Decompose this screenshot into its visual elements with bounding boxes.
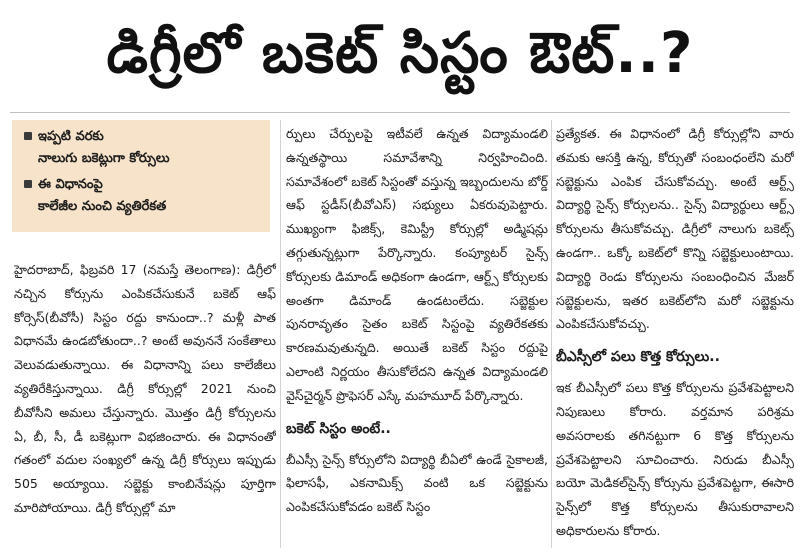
article-column-3 xyxy=(556,122,794,550)
column-2-body-continued: బీఎస్సీ సైన్స్ కోర్సులోని విద్యార్థి బీఏలో ఉండే సైకాలజీ, ఫిలాసఫీ, ఎకనామిక్స్ వంటి ఒక సబ్జెక్టును ఎంపికచేసుకోవడం బకెట్ సిస్టం xyxy=(286,451,548,515)
column-1-body: హైదరాబాద్, ఫిబ్రవరి 17 (నమస్తే తెలంగాణ): డిగ్రీలో నచ్చిన కోర్సును ఎంపికచేసుకునే బకెట్ ఆఫ్ కోర్సెస్(బీవోసీ) సిస్టం రద్దు కానుందా..? మళ్లీ పాత విధానమే ఉండబోతుందా..? అంటే అవుననే సంకేతాలు వెలువడుతున్నాయి. ఈ విధానాన్ని పలు కాలేజీలు వ్యతిరేకిస్తున్నాయి. డిగ్రీ కోర్సుల్లో 2021 నుంచి బీవోసీని అమలు చేస్తున్నారు. మొత్తం డిగ్రీ కోర్సులను ఏ, బీ, సీ, డీ బకెట్లుగా విభజించారు. ఈ విధానంతో గతంలో వదుల సంఖ్యలో ఉన్న డిగ్రీ కోర్సులు ఇప్పుడు 505 అయ్యాయి. సబ్జెక్టు కాంబినేషన్లు పూర్తిగా మారిపోయాయి. డిగ్రీ కోర్సుల్లో మా xyxy=(14,262,276,515)
column-3-body: ప్రత్యేకత. ఈ విధానంలో డిగ్రీ కోర్సుల్లోని వారు తమకు ఆసక్తి ఉన్న, కోర్సుతో సంబంధంలేని మరో సబ్జెక్టును ఎంపిక చేసుకోవచ్చు. అంటే ఆర్ట్స్ విద్యార్థి సైన్స్ కోర్సులను.. సైన్స్ విద్యార్థులు ఆర్ట్స్ కోర్సులను తీసుకోవచ్చు. డిగ్రీలో నాలుగు బకెట్స్ ఉండగా.. ఒక్కో బకెట్‌లో కొన్ని సబ్జెక్టులుంటాయి. విద్యార్థి రెండు కోర్సులను సంబంధించిన మేజర్ సబ్జెక్టులను, ఇతర బకెట్‌లోని మరో సబ్జెక్టును ఎంపికచేసుకోవచ్చు. xyxy=(556,126,794,332)
highlight-line: ఇప్పటి వరకు xyxy=(38,129,104,144)
subheading-bucket-system: బకెట్ సిస్టం అంటే.. xyxy=(286,420,391,437)
headline-divider xyxy=(10,112,790,113)
subheading-new-courses: బీఎస్సీలో పలు కొత్త కోర్సులు.. xyxy=(556,349,720,366)
column-2-body: ర్పులు చేర్పులపై ఇటీవలే ఉన్నత విద్యామండలి ఉన్నతస్థాయి సమావేశాన్ని నిర్వహించింది. సమావేశంలో బకెట్ సిస్టంతో వస్తున్న ఇబ్బందులను బోర్డ్ ఆఫ్ స్టడీస్(బీవోఎస్) సభ్యులు ఏకరువుపెట్టారు. ముఖ్యంగా ఫిజిక్స్, కెమిస్ట్రీ కోర్సుల్లో అడ్మిషన్లు తగ్గుతున్నట్లుగా పేర్కొన్నారు. కంప్యూటర్ సైన్స్ కోర్సులకు డిమాండ్ అధికంగా ఉండగా, ఆర్ట్స్ కోర్సులకు అంతగా డిమాండ్ ఉండటంలేదు. సబ్జెక్టుల పునరావృతం సైతం బకెట్ సిస్టంపై వ్యతిరేకతకు కారణమవుతున్నది. అయితే బకెట్ సిస్టం రద్దుపై ఎలాంటి నిర్ణయం తీసుకోలేదని ఉన్నత విద్యామండలి వైస్‌చైర్మన్ ప్రొఫెసర్ ఎస్కే మహమూద్ పేర్కొన్నారు. xyxy=(286,126,548,403)
article-column-1 xyxy=(14,122,276,550)
article-column-2 xyxy=(286,122,548,550)
highlight-line: కాలేజీల నుంచి వ్యతిరేకత xyxy=(38,199,167,214)
column-divider xyxy=(551,120,552,548)
headline: డిగ్రీలో బకెట్ సిస్టం ఔట్..? xyxy=(106,21,694,86)
column-divider xyxy=(280,120,281,548)
column-3-body-continued: ఇక బీఎస్సీలో పలు కొత్త కోర్సులను ప్రవేశపెట్టాలని నిపుణులు కోరారు. వర్తమాన పరిశ్రమ అవసరాలకు తగినట్టుగా 6 కొత్త కోర్సులను ప్రవేశపెట్టాలని సూచించారు. నిరుడు బీఎస్సీ బయో మెడికల్‌సైన్స్ కోర్సును ప్రవేశపెట్టగా, ఈసారి సైన్స్‌లో కొత్త కోర్సులను తీసుకురావాలని అధికారులను కోరారు. xyxy=(556,380,794,538)
highlight-line: నాలుగు బకెట్లుగా కోర్సులు xyxy=(38,151,170,166)
highlight-line: ఈ విధానంపై xyxy=(38,177,103,192)
